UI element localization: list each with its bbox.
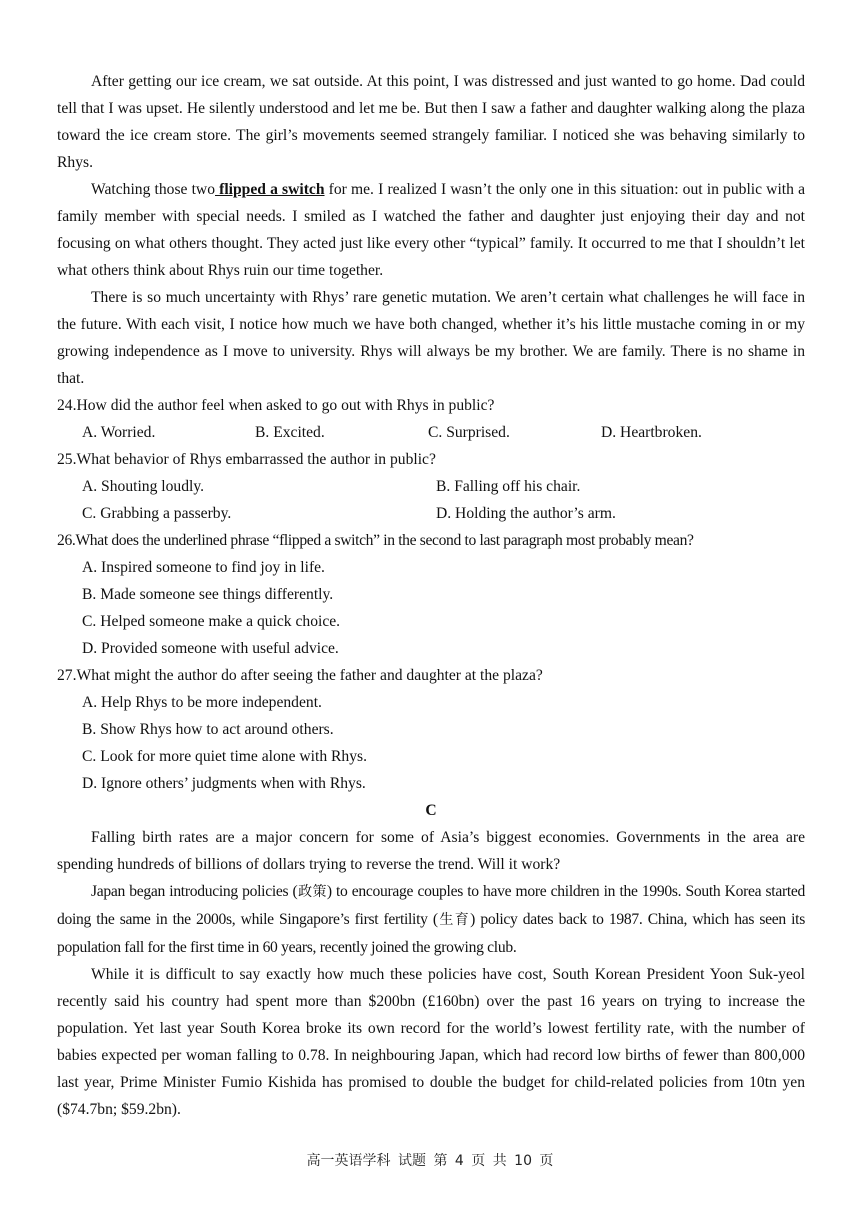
section-heading-c: C <box>425 802 437 819</box>
question-27-stem: 27.What might the author do after seeing the father and daughter at the plaza? <box>57 667 543 684</box>
option-b: B. Falling off his chair. <box>436 478 581 495</box>
question-24-stem: 24.How did the author feel when asked to go out with Rhys in public? <box>57 397 495 414</box>
underlined-phrase: flipped a switch <box>215 181 325 198</box>
option-c: C. Surprised. <box>428 424 510 441</box>
passage-c-paragraph-1: Falling birth rates are a major concern for some of Asia’s biggest economies. Governments in the area are spending hundreds of billions of dollars trying to reverse the trend. Will it work? <box>57 829 805 873</box>
paragraph-text: Watching those two <box>91 181 215 198</box>
option-d: D. Holding the author’s arm. <box>436 505 616 522</box>
paragraph-text: ) policy dates back to 1987. China, which has seen its population fall for the first time in 60 years, recently joined the growing club. <box>57 911 805 956</box>
passage-b-paragraph-1: After getting our ice cream, we sat outside. At this point, I was distressed and just wanted to go home. Dad could tell that I was upset. He silently understood and let me be. But then I saw a father and daughter walking along the plaza toward the ice cream store. The girl’s movements seemed strangely familiar. I noticed she was behaving similarly to Rhys. <box>57 73 805 171</box>
question-25-options-row-2 <box>57 500 805 527</box>
passage-c-paragraph-2 <box>57 878 805 961</box>
chinese-gloss: 生育 <box>437 912 471 928</box>
paragraph-text: for me. I realized I wasn’t the only one in this situation: out in public with a family member with special needs. I smiled as I watched the father and daughter just enjoying their day and not focusing on what others thought. They acted just like every other “typical” family. It occurred to me that I shouldn’t let what others think about Rhys ruin our time together. <box>57 181 805 279</box>
page-content <box>57 68 805 1123</box>
paragraph-text: ) to encourage couples to have more children in the 1990s. South Korea started doing the same in the 2000s, while Singapore’s first fertility ( <box>57 883 805 928</box>
question-24-options <box>57 419 805 446</box>
option-b: B. Excited. <box>255 424 325 441</box>
question-25-stem: 25.What behavior of Rhys embarrassed the author in public? <box>57 451 436 468</box>
option-d: D. Provided someone with useful advice. <box>82 640 339 657</box>
option-d: D. Heartbroken. <box>601 424 702 441</box>
chinese-gloss: 政策 <box>297 884 327 900</box>
option-a: A. Inspired someone to find joy in life. <box>82 559 325 576</box>
option-d: D. Ignore others’ judgments when with Rhys. <box>82 775 366 792</box>
option-a: A. Shouting loudly. <box>82 478 205 495</box>
passage-b-paragraph-2 <box>57 176 805 284</box>
question-26-stem: 26.What does the underlined phrase “flipped a switch” in the second to last paragraph most probably mean? <box>57 532 694 549</box>
page-footer: 高一英语学科 试题 第 4 页 共 10 页 <box>306 1153 554 1169</box>
paragraph-text: Japan began introducing policies ( <box>91 883 298 900</box>
passage-c-paragraph-3: While it is difficult to say exactly how much these policies have cost, South Korean President Yoon Suk-yeol recently said his country had spent more than $200bn (£160bn) over the past 16 years on trying to increase the population. Yet last year South Korea broke its own record for the world’s lowest fertility rate, with the number of babies expected per woman falling to 0.78. In neighbouring Japan, which had record low births of fewer than 800,000 last year, Prime Minister Fumio Kishida has promised to double the budget for child-related policies from 10tn yen ($74.7bn; $59.2bn). <box>57 966 805 1118</box>
option-c: C. Grabbing a passerby. <box>82 505 232 522</box>
passage-b-paragraph-3: There is so much uncertainty with Rhys’ rare genetic mutation. We aren’t certain what challenges he will face in the future. With each visit, I notice how much we have both changed, whether it’s his little mustache coming in or my growing independence as I move to university. Rhys will always be my brother. We are family. There is no shame in that. <box>57 289 805 387</box>
option-b: B. Show Rhys how to act around others. <box>82 721 334 738</box>
option-c: C. Helped someone make a quick choice. <box>82 613 341 630</box>
question-25-options-row-1 <box>57 473 805 500</box>
option-b: B. Made someone see things differently. <box>82 586 334 603</box>
option-c: C. Look for more quiet time alone with Rhys. <box>82 748 367 765</box>
option-a: A. Help Rhys to be more independent. <box>82 694 322 711</box>
option-a: A. Worried. <box>82 424 156 441</box>
